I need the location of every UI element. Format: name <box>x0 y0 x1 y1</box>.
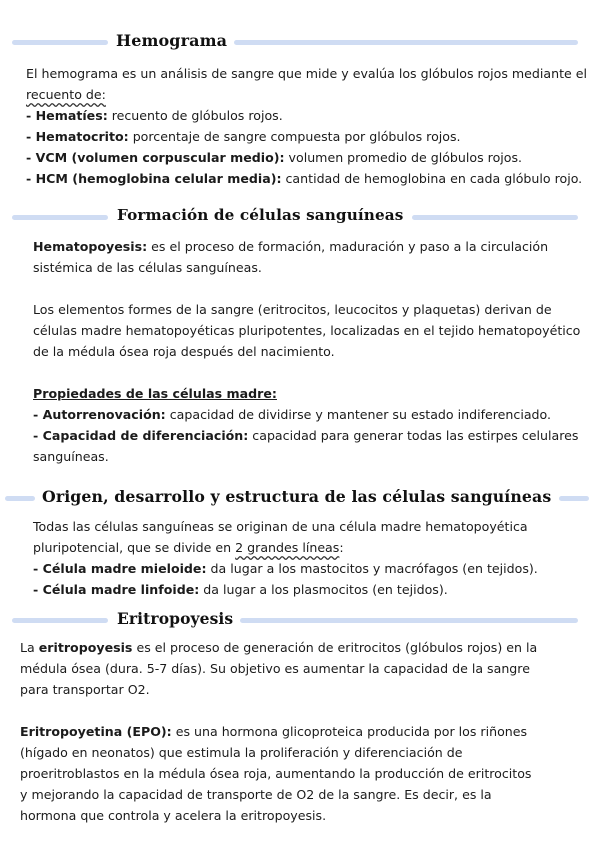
heading-bar-right <box>559 496 589 501</box>
highlight-phrase: 2 grandes líneas <box>235 540 340 555</box>
term: eritropoyesis <box>38 640 133 655</box>
list-item <box>26 126 587 147</box>
term: Hematopoyesis: <box>33 239 148 254</box>
heading-bar-right <box>240 618 578 623</box>
paragraph-line: (hígado en neonatos) que estimula la proliferación y diferenciación de <box>20 745 463 760</box>
list-item: - Autorrenovación: capacidad de dividirse y mantener su estado indiferenciado. <box>33 407 552 422</box>
paragraph-line: médula ósea (dura. 5-7 días). Su objetivo es aumentar la capacidad de la sangre <box>20 661 530 676</box>
list-desc: porcentaje de sangre compuesta por glóbulos rojos. <box>128 129 461 144</box>
heading-title: Origen, desarrollo y estructura de las células sanguíneas <box>42 487 552 506</box>
subheading: Propiedades de las células madre: <box>33 386 277 401</box>
heading-title: Eritropoyesis <box>117 609 234 628</box>
heading-origen <box>0 487 601 509</box>
list-term: - Hematíes: <box>26 108 108 123</box>
section-hemograma-text <box>26 63 587 189</box>
section-formacion-text <box>33 236 580 467</box>
heading-bar-right <box>234 40 578 45</box>
intro-line: El hemograma es un análisis de sangre que mide y evalúa los glóbulos rojos mediante el <box>26 66 588 81</box>
paragraph-line: Hematopoyesis: es el proceso de formación, maduración y paso a la circulación <box>33 239 549 254</box>
list-item <box>26 105 587 126</box>
list-desc: recuento de glóbulos rojos. <box>107 108 283 123</box>
section-eritropoyesis-text <box>20 637 537 826</box>
paragraph-line: Los elementos formes de la sangre (eritrocitos, leucocitos y plaquetas) derivan de <box>33 302 552 317</box>
list-term: - Autorrenovación: <box>33 407 166 422</box>
paragraph-line: y mejorando la capacidad de transporte de O2 de la sangre. Es decir, es la <box>20 787 492 802</box>
paragraph-line: sistémica de las células sanguíneas. <box>33 260 262 275</box>
heading-bar-left <box>12 215 108 220</box>
list-desc: cantidad de hemoglobina en cada glóbulo rojo. <box>281 171 583 186</box>
paragraph-line: para transportar O2. <box>20 682 150 697</box>
heading-hemograma <box>0 31 601 53</box>
paragraph-line: proeritroblastos en la médula ósea roja, aumentando la producción de eritrocitos <box>20 766 532 781</box>
list-desc: volumen promedio de glóbulos rojos. <box>284 150 523 165</box>
list-term: - Célula madre linfoide: <box>33 582 200 597</box>
paragraph-line: Todas las células sanguíneas se originan de una célula madre hematopoyética <box>33 519 528 534</box>
heading-bar-left <box>12 40 108 45</box>
list-item: - Célula madre linfoide: da lugar a los plasmocitos (en tejidos). <box>33 582 448 597</box>
heading-bar-left <box>12 618 108 623</box>
heading-eritropoyesis <box>0 609 601 631</box>
list-term: - HCM (hemoglobina celular media): <box>26 171 282 186</box>
heading-formacion <box>0 206 601 228</box>
heading-title: Formación de células sanguíneas <box>117 206 404 224</box>
heading-bar-left <box>5 496 35 501</box>
list-term: - VCM (volumen corpuscular medio): <box>26 150 285 165</box>
paragraph-line: sanguíneas. <box>33 449 109 464</box>
list-item <box>26 147 587 168</box>
paragraph-line: hormona que controla y acelera la eritropoyesis. <box>20 808 327 823</box>
paragraph-line: células madre hematopoyéticas pluripotentes, localizadas en el tejido hematopoyético <box>33 323 581 338</box>
term: Eritropoyetina (EPO): <box>20 724 172 739</box>
list-term: - Capacidad de diferenciación: <box>33 428 249 443</box>
intro-line: recuento de: <box>26 87 106 102</box>
paragraph-line: de la médula ósea roja después del nacimiento. <box>33 344 335 359</box>
list-item: - Capacidad de diferenciación: capacidad para generar todas las estirpes celulares <box>33 428 579 443</box>
list-term: - Célula madre mieloide: <box>33 561 207 576</box>
paragraph-line: Eritropoyetina (EPO): es una hormona glicoproteica producida por los riñones <box>20 724 528 739</box>
list-item <box>26 168 587 189</box>
heading-bar-right <box>412 215 578 220</box>
paragraph-line: La eritropoyesis es el proceso de generación de eritrocitos (glóbulos rojos) en la <box>20 640 538 655</box>
heading-title: Hemograma <box>116 31 228 50</box>
list-item: - Célula madre mieloide: da lugar a los mastocitos y macrófagos (en tejidos). <box>33 561 538 576</box>
paragraph-line: pluripotencial, que se divide en 2 grandes líneas: <box>33 540 344 555</box>
list-term: - Hematocrito: <box>26 129 129 144</box>
section-origen-text <box>33 516 538 600</box>
